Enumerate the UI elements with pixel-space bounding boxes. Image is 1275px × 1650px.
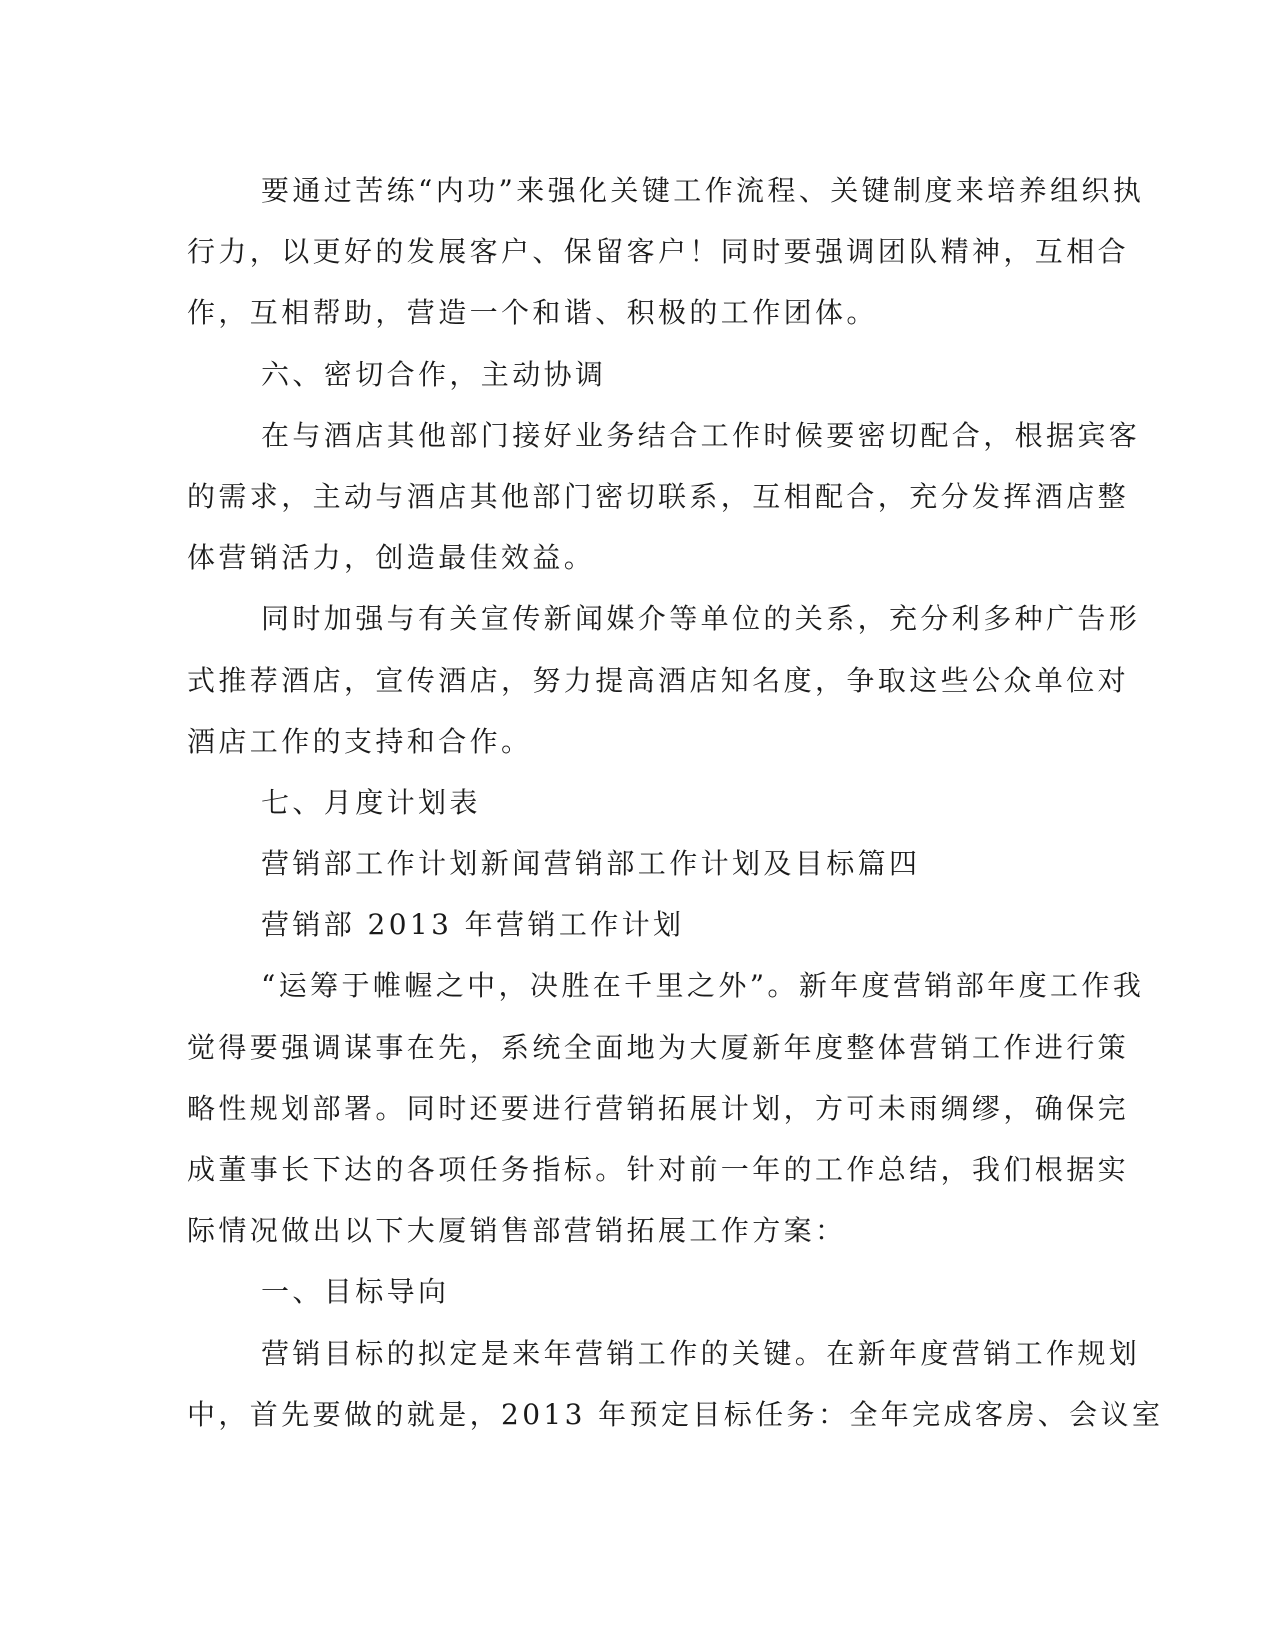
paragraph-line: 营销目标的拟定是来年营销工作的关键。在新年度营销工作规划 — [261, 1336, 1141, 1370]
paragraph-line: “运筹于帷幄之中，决胜在千里之外”。新年度营销部年度工作我 — [261, 969, 1145, 1003]
paragraph-line: 际情况做出以下大厦销售部营销拓展工作方案： — [187, 1214, 847, 1248]
paragraph-line: 行力，以更好的发展客户、保留客户！同时要强调团队精神，互相合 — [187, 235, 1130, 269]
paragraph-line: 作，互相帮助，营造一个和谐、积极的工作团体。 — [187, 296, 878, 330]
paragraph-line: 觉得要强调谋事在先，系统全面地为大厦新年度整体营销工作进行策 — [187, 1030, 1130, 1064]
paragraph-line: 中，首先要做的就是，2013 年预定目标任务：全年完成客房、会议室 — [187, 1397, 1164, 1431]
paragraph-line: 同时加强与有关宣传新闻媒介等单位的关系，充分利多种广告形 — [261, 602, 1141, 636]
paragraph-line: 成董事长下达的各项任务指标。针对前一年的工作总结，我们根据实 — [187, 1153, 1130, 1186]
section-heading: 六、密切合作，主动协调 — [261, 357, 607, 391]
paragraph-line: 酒店工作的支持和合作。 — [187, 724, 533, 758]
paragraph-line: 式推荐酒店，宣传酒店，努力提高酒店知名度，争取这些公众单位对 — [187, 663, 1130, 697]
document-title: 营销部工作计划新闻营销部工作计划及目标篇四 — [261, 847, 921, 881]
paragraph-line: 体营销活力，创造最佳效益。 — [187, 541, 596, 575]
paragraph-line: 略性规划部署。同时还要进行营销拓展计划，方可未雨绸缪，确保完 — [187, 1091, 1130, 1125]
paragraph-line: 要通过苦练“内功”来强化关键工作流程、关键制度来培养组织执 — [261, 174, 1145, 207]
paragraph-line: 在与酒店其他部门接好业务结合工作时候要密切配合，根据宾客 — [261, 418, 1141, 452]
document-subtitle: 营销部 2013 年营销工作计划 — [261, 908, 685, 942]
section-heading: 七、月度计划表 — [261, 785, 481, 819]
document-body — [187, 160, 1164, 1445]
paragraph-line: 的需求，主动与酒店其他部门密切联系，互相配合，充分发挥酒店整 — [187, 479, 1130, 513]
section-heading: 一、目标导向 — [261, 1275, 450, 1309]
